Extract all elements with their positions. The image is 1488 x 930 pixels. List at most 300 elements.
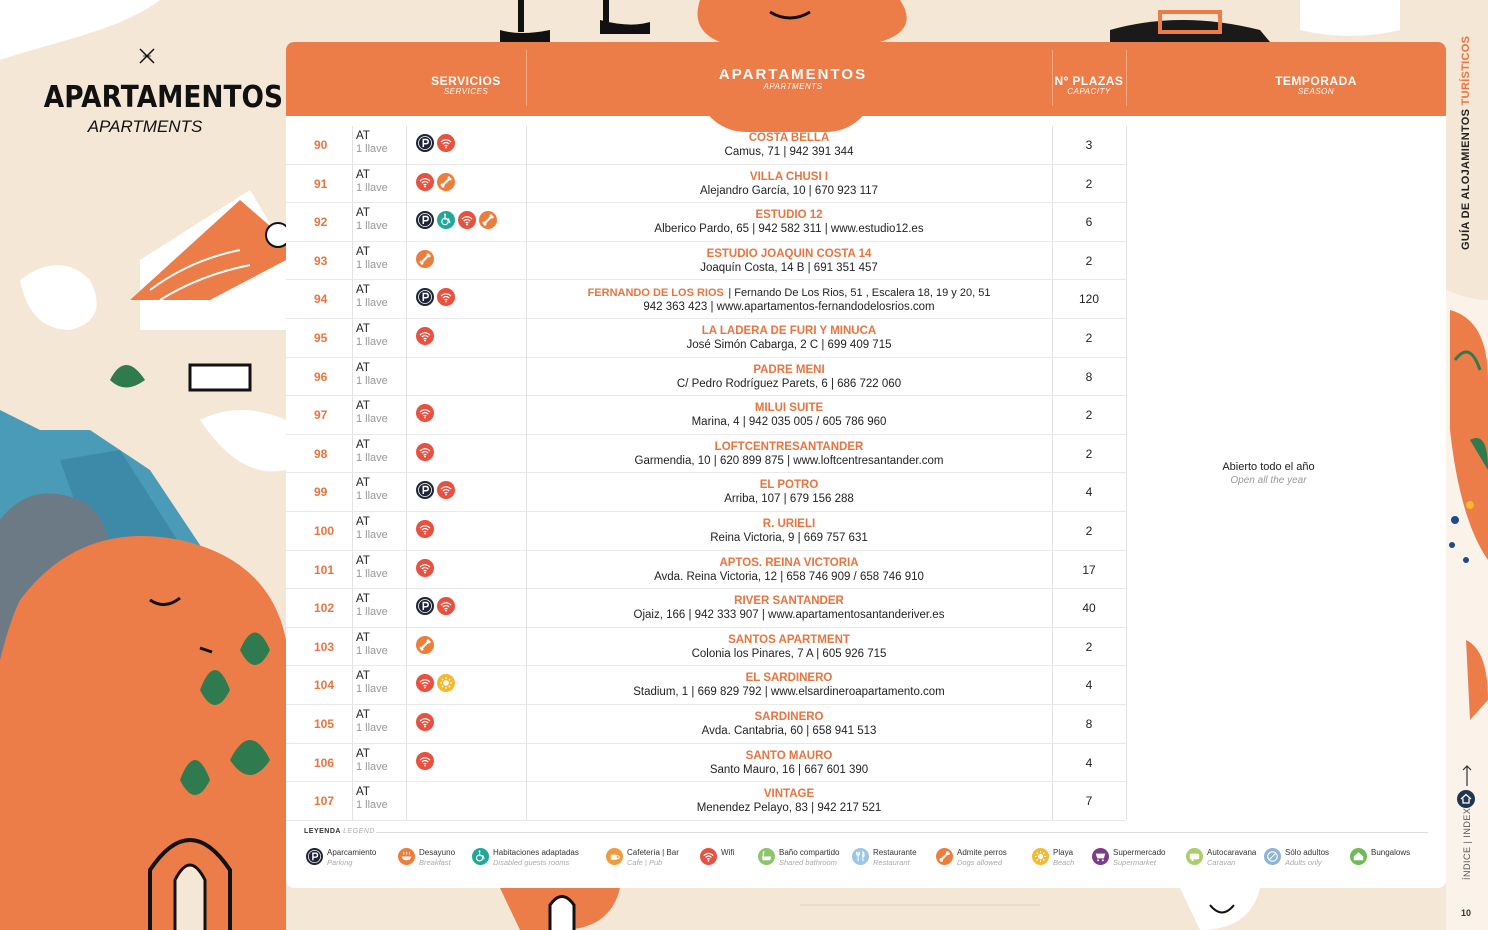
apartment-address: Marina, 4 | 942 035 005 / 605 786 960 bbox=[691, 416, 887, 429]
legend-label-es: Bungalows bbox=[1371, 848, 1411, 857]
table-row bbox=[286, 396, 1126, 435]
apartment-name: MILUI SUITE bbox=[754, 402, 824, 415]
wifi-icon bbox=[416, 713, 434, 731]
category-keys: 1 llave bbox=[356, 567, 388, 580]
capacity: 2 bbox=[1085, 524, 1093, 538]
table-row bbox=[286, 280, 1126, 319]
apartment-info bbox=[526, 671, 1052, 699]
category bbox=[356, 709, 388, 735]
header-apartments-es: APARTAMENTOS bbox=[718, 66, 868, 83]
wifi-icon bbox=[437, 288, 455, 306]
services bbox=[416, 327, 434, 347]
apartment-address: Ojaiz, 166 | 942 333 907 | www.apartamentosantanderiver.es bbox=[633, 609, 945, 622]
header-apartments-en: APARTMENTS bbox=[763, 82, 823, 91]
section-title-main: APARTAMENTOS bbox=[43, 80, 283, 115]
category-code: AT bbox=[356, 438, 370, 451]
capacity: 17 bbox=[1082, 562, 1096, 577]
legend-item bbox=[398, 848, 455, 868]
apartment-address: Colonia los Pinares, 7 A | 605 926 715 bbox=[691, 647, 887, 660]
category bbox=[356, 130, 388, 156]
category-keys: 1 llave bbox=[356, 799, 388, 812]
home-icon[interactable] bbox=[1457, 790, 1475, 808]
services bbox=[416, 713, 434, 733]
category-keys: 1 llave bbox=[356, 143, 388, 155]
category bbox=[356, 748, 388, 774]
table-row bbox=[286, 358, 1126, 397]
capacity: 2 bbox=[1085, 408, 1093, 423]
wifi-icon bbox=[700, 848, 717, 865]
header-season-en: SEASON bbox=[1297, 87, 1335, 96]
capacity: 2 bbox=[1085, 446, 1093, 461]
apartment-info bbox=[526, 710, 1052, 738]
capacity: 8 bbox=[1085, 369, 1093, 384]
header-season bbox=[1176, 74, 1446, 96]
services bbox=[416, 559, 434, 579]
apartment-name: APTOS. REINA VICTORIA bbox=[719, 556, 859, 569]
wifi-icon bbox=[416, 520, 434, 538]
wifi-icon bbox=[458, 211, 476, 229]
category bbox=[356, 786, 388, 812]
dogs-icon bbox=[479, 211, 497, 229]
table-row bbox=[286, 628, 1126, 667]
wifi-icon bbox=[437, 134, 455, 152]
legend-label-en: Dogs allowed bbox=[957, 858, 1003, 867]
services bbox=[416, 674, 455, 694]
table-row bbox=[286, 242, 1126, 281]
header-services bbox=[416, 74, 516, 96]
parking-icon bbox=[416, 134, 434, 152]
category-code: AT bbox=[356, 786, 370, 799]
services bbox=[416, 211, 497, 231]
legend-item bbox=[1032, 848, 1074, 868]
apartment-info bbox=[526, 749, 1052, 777]
capacity: 2 bbox=[1085, 331, 1093, 345]
category-code: AT bbox=[356, 747, 370, 760]
row-number: 107 bbox=[314, 794, 335, 809]
category-keys: 1 llave bbox=[356, 644, 388, 657]
apartment-info bbox=[526, 363, 1052, 391]
legend-label-es: Habitaciones adaptadas bbox=[493, 848, 579, 857]
legend-label-es: Aparcamiento bbox=[327, 848, 377, 857]
apartment-info bbox=[526, 324, 1052, 352]
legend-label bbox=[1207, 848, 1256, 868]
row-number: 94 bbox=[314, 292, 328, 307]
apartment-info bbox=[526, 478, 1052, 506]
category bbox=[356, 169, 388, 195]
row-number: 97 bbox=[314, 408, 328, 423]
apartment-name: SARDINERO bbox=[754, 711, 824, 723]
apartment-info bbox=[526, 247, 1052, 275]
page-number: 10 bbox=[1461, 908, 1472, 918]
apartment-name: LOFTCENTRESANTANDER bbox=[714, 440, 864, 453]
legend-label bbox=[627, 848, 679, 868]
legend-label-es: Wifi bbox=[721, 848, 735, 857]
apartment-address: C/ Pedro Rodríguez Parets, 6 | 686 722 060 bbox=[676, 377, 902, 390]
season-en: Open all the year bbox=[1230, 475, 1307, 486]
legend-title bbox=[304, 828, 375, 835]
legend-item bbox=[758, 848, 839, 868]
row-number: 96 bbox=[314, 369, 328, 384]
legend-divider bbox=[376, 832, 1428, 833]
category bbox=[356, 516, 388, 542]
apartment-info bbox=[526, 594, 1052, 622]
dogs-icon bbox=[416, 250, 434, 268]
guide-side-label bbox=[1460, 36, 1472, 250]
legend-label-en: Breakfast bbox=[419, 858, 451, 867]
category-code: AT bbox=[356, 477, 370, 490]
category-keys: 1 llave bbox=[356, 722, 388, 734]
apartment-name: RIVER SANTANDER bbox=[734, 595, 844, 608]
legend-label bbox=[721, 848, 734, 858]
apartment-address: Stadium, 1 | 669 829 792 | www.elsardineroapartamento.com bbox=[633, 686, 945, 699]
category-keys: 1 llave bbox=[356, 529, 388, 541]
capacity: 2 bbox=[1085, 253, 1093, 268]
category-code: AT bbox=[356, 593, 370, 606]
category-code: AT bbox=[356, 130, 370, 142]
column-divider bbox=[1126, 126, 1127, 820]
supermarket-icon bbox=[1092, 848, 1109, 865]
apartment-name: R. URIELI bbox=[762, 518, 816, 530]
category-code: AT bbox=[356, 709, 370, 721]
category bbox=[356, 246, 388, 272]
row-number: 101 bbox=[314, 562, 335, 577]
apartment-name: ESTUDIO JOAQUIN COSTA 14 bbox=[706, 247, 872, 260]
category bbox=[356, 207, 388, 233]
cafe-icon bbox=[606, 848, 623, 865]
category bbox=[356, 632, 388, 658]
category-keys: 1 llave bbox=[356, 606, 388, 619]
legend-label-en: Adults only bbox=[1285, 858, 1322, 867]
legend-item bbox=[472, 848, 579, 868]
apartment-address: Avda. Cantabria, 60 | 658 941 513 bbox=[701, 725, 877, 737]
legend-label-es: Autocaravana bbox=[1207, 848, 1257, 857]
section-title bbox=[30, 80, 283, 137]
category-keys: 1 llave bbox=[356, 760, 388, 773]
apartment-info bbox=[526, 517, 1052, 545]
row-number: 98 bbox=[314, 446, 328, 461]
legend-label-en: Cafe | Pub bbox=[627, 858, 663, 867]
guide-side-label-accent: TURÍSTICOS bbox=[1460, 35, 1472, 106]
category bbox=[356, 439, 388, 465]
services bbox=[416, 597, 455, 617]
legend-label-es: Cafetería | Bar bbox=[627, 848, 679, 857]
apartment-name: ESTUDIO 12 bbox=[755, 209, 823, 222]
table-row bbox=[286, 203, 1126, 242]
legend-label-en: Restaurant bbox=[873, 858, 910, 867]
bathroom-icon bbox=[758, 848, 775, 865]
category bbox=[356, 555, 388, 581]
apartment-name: EL POTRO bbox=[759, 479, 819, 492]
legend-title-en: LEGEND bbox=[343, 828, 375, 835]
row-number: 106 bbox=[314, 755, 335, 770]
apartment-address-line2: 942 363 423 | www.apartamentos-fernandodelosrios.com bbox=[643, 301, 935, 314]
restaurant-icon bbox=[852, 848, 869, 865]
close-icon[interactable] bbox=[138, 47, 156, 65]
wifi-icon bbox=[416, 327, 434, 345]
apartment-address: Camus, 71 | 942 391 344 bbox=[724, 146, 854, 158]
adapted-icon bbox=[437, 211, 455, 229]
apartment-name: SANTOS APARTMENT bbox=[728, 633, 850, 646]
category-code: AT bbox=[356, 284, 370, 297]
header-apartments bbox=[666, 66, 920, 91]
apartment-name: FERNANDO DE LOS RIOS bbox=[587, 287, 724, 300]
category-code: AT bbox=[356, 670, 370, 683]
breakfast-icon bbox=[398, 848, 415, 865]
table-row bbox=[286, 782, 1126, 821]
legend-label-es: Supermercado bbox=[1113, 848, 1166, 857]
apartment-address: Santo Mauro, 16 | 667 601 390 bbox=[709, 763, 869, 776]
row-number: 92 bbox=[314, 215, 328, 230]
services bbox=[416, 752, 434, 772]
category-keys: 1 llave bbox=[356, 181, 388, 194]
legend-label bbox=[419, 848, 455, 868]
parking-icon bbox=[416, 288, 434, 306]
legend-item bbox=[936, 848, 1007, 868]
category-keys: 1 llave bbox=[356, 258, 388, 271]
table-row bbox=[286, 165, 1126, 204]
category bbox=[356, 400, 388, 426]
services bbox=[416, 520, 434, 540]
capacity: 7 bbox=[1085, 794, 1093, 809]
header-services-en: SERVICES bbox=[443, 87, 489, 96]
table-row bbox=[286, 666, 1126, 705]
apartment-info bbox=[526, 285, 1052, 314]
apartment-address: Alejandro García, 10 | 670 923 117 bbox=[700, 184, 878, 197]
legend-label-es: Restaurante bbox=[873, 848, 917, 857]
row-number: 105 bbox=[314, 717, 335, 731]
apartment-info bbox=[526, 401, 1052, 429]
legend-label-es: Playa bbox=[1053, 848, 1074, 857]
header-divider bbox=[526, 50, 527, 106]
apartment-name: LA LADERA DE FURI Y MINUCA bbox=[701, 325, 877, 337]
row-number: 102 bbox=[314, 601, 335, 616]
category-code: AT bbox=[356, 631, 370, 644]
legend-label-es: Desayuno bbox=[419, 848, 456, 857]
legend-label-en: Disabled guests rooms bbox=[493, 858, 570, 867]
capacity: 2 bbox=[1085, 639, 1093, 654]
category-keys: 1 llave bbox=[356, 336, 388, 348]
apartment-address: José Simón Cabarga, 2 C | 699 409 715 bbox=[686, 339, 892, 351]
legend-label-en: Shared bathroom bbox=[779, 858, 837, 867]
category-code: AT bbox=[356, 168, 370, 181]
services bbox=[416, 443, 434, 463]
legend-item bbox=[1092, 848, 1165, 868]
table-row bbox=[286, 705, 1126, 744]
apartment-info bbox=[526, 131, 1052, 159]
legend-item bbox=[1186, 848, 1256, 868]
category-code: AT bbox=[356, 361, 370, 374]
category-code: AT bbox=[356, 516, 370, 528]
row-number: 90 bbox=[314, 138, 328, 152]
adapted-icon bbox=[472, 848, 489, 865]
services bbox=[416, 134, 455, 154]
beach-icon bbox=[1032, 848, 1049, 865]
category-keys: 1 llave bbox=[356, 374, 388, 387]
header-capacity bbox=[1052, 74, 1126, 96]
table-row bbox=[286, 319, 1126, 358]
category-code: AT bbox=[356, 323, 370, 335]
guide-side-label-main: GUÍA DE ALOJAMIENTOS bbox=[1460, 108, 1472, 250]
capacity: 2 bbox=[1085, 176, 1093, 191]
apartment-info bbox=[526, 440, 1052, 468]
header-capacity-en: CAPACITY bbox=[1067, 87, 1111, 96]
services bbox=[416, 250, 434, 270]
apartment-name: VILLA CHUSI I bbox=[749, 170, 829, 183]
category-code: AT bbox=[356, 245, 370, 258]
category-keys: 1 llave bbox=[356, 413, 388, 426]
services bbox=[416, 288, 455, 308]
legend-item bbox=[852, 848, 917, 868]
legend-label-en: Caravan bbox=[1207, 858, 1236, 867]
capacity: 4 bbox=[1085, 485, 1093, 500]
caravan-icon bbox=[1186, 848, 1203, 865]
category-code: AT bbox=[356, 554, 370, 567]
apartment-address: Arriba, 107 | 679 156 288 bbox=[724, 493, 854, 506]
apartment-name: EL SARDINERO bbox=[745, 672, 833, 685]
wifi-icon bbox=[416, 559, 434, 577]
services bbox=[416, 636, 434, 656]
category-keys: 1 llave bbox=[356, 220, 388, 233]
services bbox=[416, 404, 434, 424]
parking-icon bbox=[416, 597, 434, 615]
wifi-icon bbox=[416, 752, 434, 770]
table-row bbox=[286, 744, 1126, 783]
table-row bbox=[286, 435, 1126, 474]
wifi-icon bbox=[437, 597, 455, 615]
apartment-info bbox=[526, 170, 1052, 198]
legend-label bbox=[779, 848, 839, 868]
legend-label-en: Beach bbox=[1053, 858, 1075, 867]
legend-title-es: LEYENDA bbox=[304, 828, 341, 835]
category bbox=[356, 593, 388, 619]
row-number: 95 bbox=[314, 331, 328, 345]
apartment-name: VINTAGE bbox=[763, 788, 815, 801]
apartment-name: SANTO MAURO bbox=[745, 749, 833, 762]
apartment-name: COSTA BELLA bbox=[748, 132, 830, 144]
apartment-info bbox=[526, 787, 1052, 815]
category-keys: 1 llave bbox=[356, 297, 388, 310]
legend-label-es: Baño compartido bbox=[779, 848, 840, 857]
legend-label-es: Admite perros bbox=[957, 848, 1007, 857]
bungalows-icon bbox=[1350, 848, 1367, 865]
apartment-address: Garmendia, 10 | 620 899 875 | www.loftcentresantander.com bbox=[634, 454, 944, 467]
category-keys: 1 llave bbox=[356, 451, 388, 464]
legend-label bbox=[873, 848, 917, 868]
index-link[interactable]: ÍNDICE | INDEX bbox=[1462, 807, 1472, 880]
table-row bbox=[286, 512, 1126, 551]
table-row bbox=[286, 473, 1126, 512]
table-row bbox=[286, 126, 1126, 165]
header-season-es: TEMPORADA bbox=[1275, 74, 1357, 88]
legend-label bbox=[1285, 848, 1329, 868]
capacity: 3 bbox=[1085, 138, 1093, 152]
wifi-icon bbox=[416, 674, 434, 692]
table-row bbox=[286, 551, 1126, 590]
capacity: 120 bbox=[1078, 292, 1100, 307]
apartment-address: | Fernando De Los Rios, 51 , Escalera 18, 19 y 20, 51 bbox=[728, 287, 991, 300]
category-code: AT bbox=[356, 207, 370, 220]
legend-item bbox=[1264, 848, 1329, 868]
category bbox=[356, 670, 388, 696]
legend-label bbox=[1053, 848, 1074, 868]
category bbox=[356, 477, 388, 503]
category bbox=[356, 323, 388, 349]
apartment-address: Avda. Reina Victoria, 12 | 658 746 909 / 658 746 910 bbox=[654, 570, 924, 583]
dogs-icon bbox=[437, 173, 455, 191]
services bbox=[416, 173, 455, 193]
capacity: 4 bbox=[1085, 678, 1093, 693]
apartment-address: Joaquín Costa, 14 B | 691 351 457 bbox=[700, 261, 878, 274]
capacity: 6 bbox=[1085, 215, 1093, 230]
season-es: Abierto todo el año bbox=[1222, 461, 1315, 473]
apartment-address: Alberico Pardo, 65 | 942 582 311 | www.estudio12.es bbox=[654, 223, 924, 236]
row-number: 99 bbox=[314, 485, 328, 500]
category bbox=[356, 284, 388, 310]
adults-icon bbox=[1264, 848, 1281, 865]
beach-icon bbox=[437, 674, 455, 692]
category bbox=[356, 362, 388, 388]
apartment-name: PADRE MENI bbox=[753, 363, 825, 376]
wifi-icon bbox=[416, 443, 434, 461]
legend-label bbox=[493, 848, 579, 868]
legend-label bbox=[327, 848, 376, 868]
table-row bbox=[286, 589, 1126, 628]
wifi-icon bbox=[437, 481, 455, 499]
legend-label bbox=[1113, 848, 1165, 868]
parking-icon bbox=[416, 211, 434, 229]
legend-item bbox=[606, 848, 679, 868]
apartment-info bbox=[526, 208, 1052, 236]
header-services-es: SERVICIOS bbox=[431, 74, 501, 88]
dogs-icon bbox=[416, 636, 434, 654]
header-capacity-es: Nº PLAZAS bbox=[1054, 74, 1124, 88]
legend-item bbox=[306, 848, 376, 868]
services bbox=[416, 481, 455, 501]
row-number: 104 bbox=[314, 678, 335, 693]
legend-label-es: Sólo adultos bbox=[1285, 848, 1330, 857]
capacity: 8 bbox=[1085, 717, 1093, 731]
arrow-up-icon[interactable] bbox=[1460, 764, 1474, 788]
dogs-icon bbox=[936, 848, 953, 865]
legend-label bbox=[957, 848, 1007, 868]
apartment-info bbox=[526, 556, 1052, 584]
category-keys: 1 llave bbox=[356, 683, 388, 696]
legend-item bbox=[700, 848, 734, 865]
parking-icon bbox=[306, 848, 323, 865]
category-code: AT bbox=[356, 400, 370, 413]
category-keys: 1 llave bbox=[356, 490, 388, 503]
row-separator bbox=[286, 820, 1126, 821]
apartment-address: Menendez Pelayo, 83 | 942 217 521 bbox=[696, 802, 882, 815]
legend bbox=[306, 848, 1426, 874]
row-number: 103 bbox=[314, 639, 335, 654]
capacity: 4 bbox=[1085, 755, 1093, 770]
parking-icon bbox=[416, 481, 434, 499]
row-number: 100 bbox=[314, 524, 335, 538]
legend-label-en: Supermarket bbox=[1113, 858, 1156, 867]
wifi-icon bbox=[416, 173, 434, 191]
accommodation-table-card bbox=[286, 42, 1446, 888]
header-divider bbox=[1126, 50, 1127, 106]
season-cell bbox=[1166, 460, 1371, 488]
apartment-address: Reina Victoria, 9 | 669 757 631 bbox=[710, 532, 868, 544]
section-title-sub: APARTMENTS bbox=[87, 117, 203, 136]
capacity: 40 bbox=[1082, 601, 1096, 616]
table-header bbox=[286, 42, 1446, 116]
row-number: 93 bbox=[314, 253, 328, 268]
legend-item bbox=[1350, 848, 1410, 865]
row-number: 91 bbox=[314, 176, 328, 191]
